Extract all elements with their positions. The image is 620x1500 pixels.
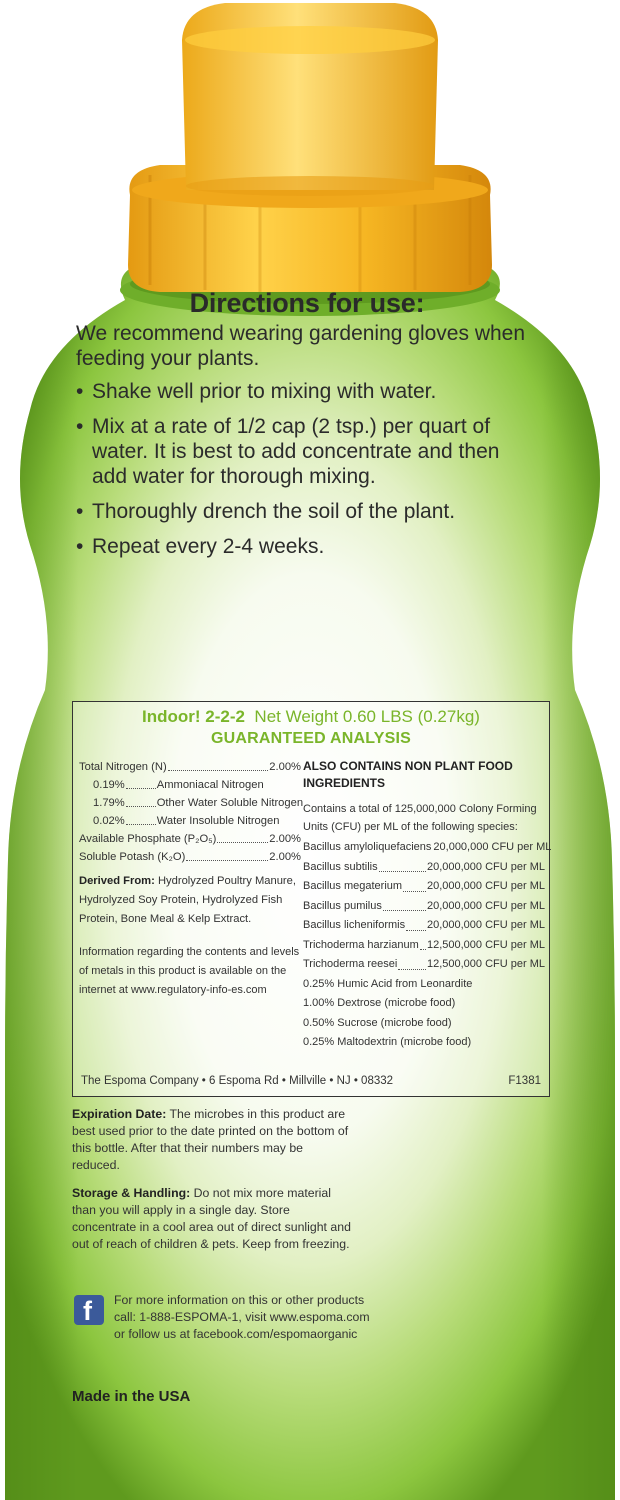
nutrient-row: Available Phosphate (P₂O₅) 2.00% — [79, 830, 301, 848]
storage-text: Do not mix more material than you will apply in a single day. Store concentrate in a cool area out of direct sunlight and out of reach of children & pets. Keep from freezing. — [72, 1186, 351, 1251]
ingredient-line: 0.50% Sucrose (microbe food) — [303, 1016, 452, 1029]
list-item: • Repeat every 2-4 weeks. — [76, 535, 325, 558]
list-item: • Shake well prior to mixing with water. — [76, 380, 437, 403]
company-address: The Espoma Company • 6 Espoma Rd • Millville • NJ • 08332 — [81, 1075, 394, 1087]
directions-list — [76, 379, 538, 559]
nutrient-row: 0.19% Ammoniacal Nitrogen — [79, 776, 301, 794]
ingredient-line: 0.25% Humic Acid from Leonardite — [303, 977, 473, 990]
expiration-label: Expiration Date: — [72, 1107, 167, 1121]
species-list — [303, 838, 552, 1053]
list-item: • Thoroughly drench the soil of the plant. — [76, 500, 456, 523]
ingredients-column — [303, 758, 552, 1053]
guaranteed-analysis-panel — [72, 701, 550, 1097]
species-row: Bacillus subtilis 20,000,000 CFU per ML — [303, 858, 545, 878]
storage-note — [72, 1185, 352, 1253]
ingredient-line: 0.25% Maltodextrin (microbe food) — [303, 1036, 472, 1048]
bullet-icon: • — [76, 415, 84, 438]
nutrient-row: 0.02% Water Insoluble Nitrogen — [79, 812, 301, 830]
species-row: Trichoderma harzianum 12,500,000 CFU per ML — [303, 936, 545, 956]
company-footer — [73, 1075, 549, 1087]
net-weight: Net Weight 0.60 LBS (0.27kg) — [254, 707, 480, 726]
species-row: Trichoderma reesei 12,500,000 CFU per ML — [303, 955, 545, 975]
species-row: Bacillus amyloliquefaciens 20,000,000 CFU per ML — [303, 841, 552, 853]
species-row: Bacillus megaterium 20,000,000 CFU per ML — [303, 877, 545, 897]
facebook-icon: f — [74, 1295, 104, 1325]
nutrient-row: 1.79% Other Water Soluble Nitrogen — [79, 794, 301, 812]
directions-title: Directions for use: — [189, 288, 425, 318]
bullet-icon: • — [76, 380, 84, 403]
expiration-note — [72, 1106, 352, 1174]
nutrient-row: Total Nitrogen (N) 2.00% — [79, 758, 301, 776]
directions-section — [76, 288, 538, 569]
contact-info — [74, 1292, 374, 1362]
storage-label: Storage & Handling: — [72, 1186, 191, 1200]
product-heading — [73, 706, 549, 727]
derived-from: Derived From: Hydrolyzed Poultry Manure, Hydrolyzed Soy Protein, Hydrolyzed Fish Protein, Bone Meal & Kelp Extract. — [79, 875, 296, 925]
nutrient-row: Soluble Potash (K₂O) 2.00% — [79, 848, 301, 866]
species-row: Bacillus licheniformis 20,000,000 CFU per ML — [303, 916, 545, 936]
contact-text: For more information on this or other products call: 1-888-ESPOMA-1, visit www.espoma.com or follow us at facebook.com/espomaorganic — [114, 1293, 370, 1341]
ingredient-line: 1.00% Dextrose (microbe food) — [303, 997, 456, 1009]
analysis-heading: GUARANTEED ANALYSIS — [211, 730, 411, 747]
species-row: Bacillus pumilus 20,000,000 CFU per ML — [303, 897, 545, 917]
product-code: F1381 — [508, 1075, 541, 1087]
nutrient-column — [79, 758, 304, 1000]
directions-intro: We recommend wearing gardening gloves when feeding your plants. — [76, 322, 526, 370]
metals-info: Information regarding the contents and levels of metals in this product is available on the internet at www.regulatory-info-es.com — [79, 946, 300, 996]
also-contains-heading: ALSO CONTAINS NON PLANT FOOD INGREDIENTS — [303, 759, 513, 790]
list-item: • Mix at a rate of 1/2 cap (2 tsp.) per quart of water. It is best to add concentrate and then add water for thorough mixing. — [76, 415, 500, 488]
made-in-usa: Made in the USA — [72, 1388, 191, 1405]
expiration-text: The microbes in this product are best used prior to the date printed on the bottom of this bottle. After that their numbers may be reduced. — [72, 1107, 349, 1172]
bullet-icon: • — [76, 535, 84, 558]
cfu-intro: Contains a total of 125,000,000 Colony Forming Units (CFU) per ML of the following species: — [303, 803, 537, 833]
bullet-icon: • — [76, 500, 84, 523]
product-name: Indoor! 2-2-2 — [142, 707, 245, 726]
